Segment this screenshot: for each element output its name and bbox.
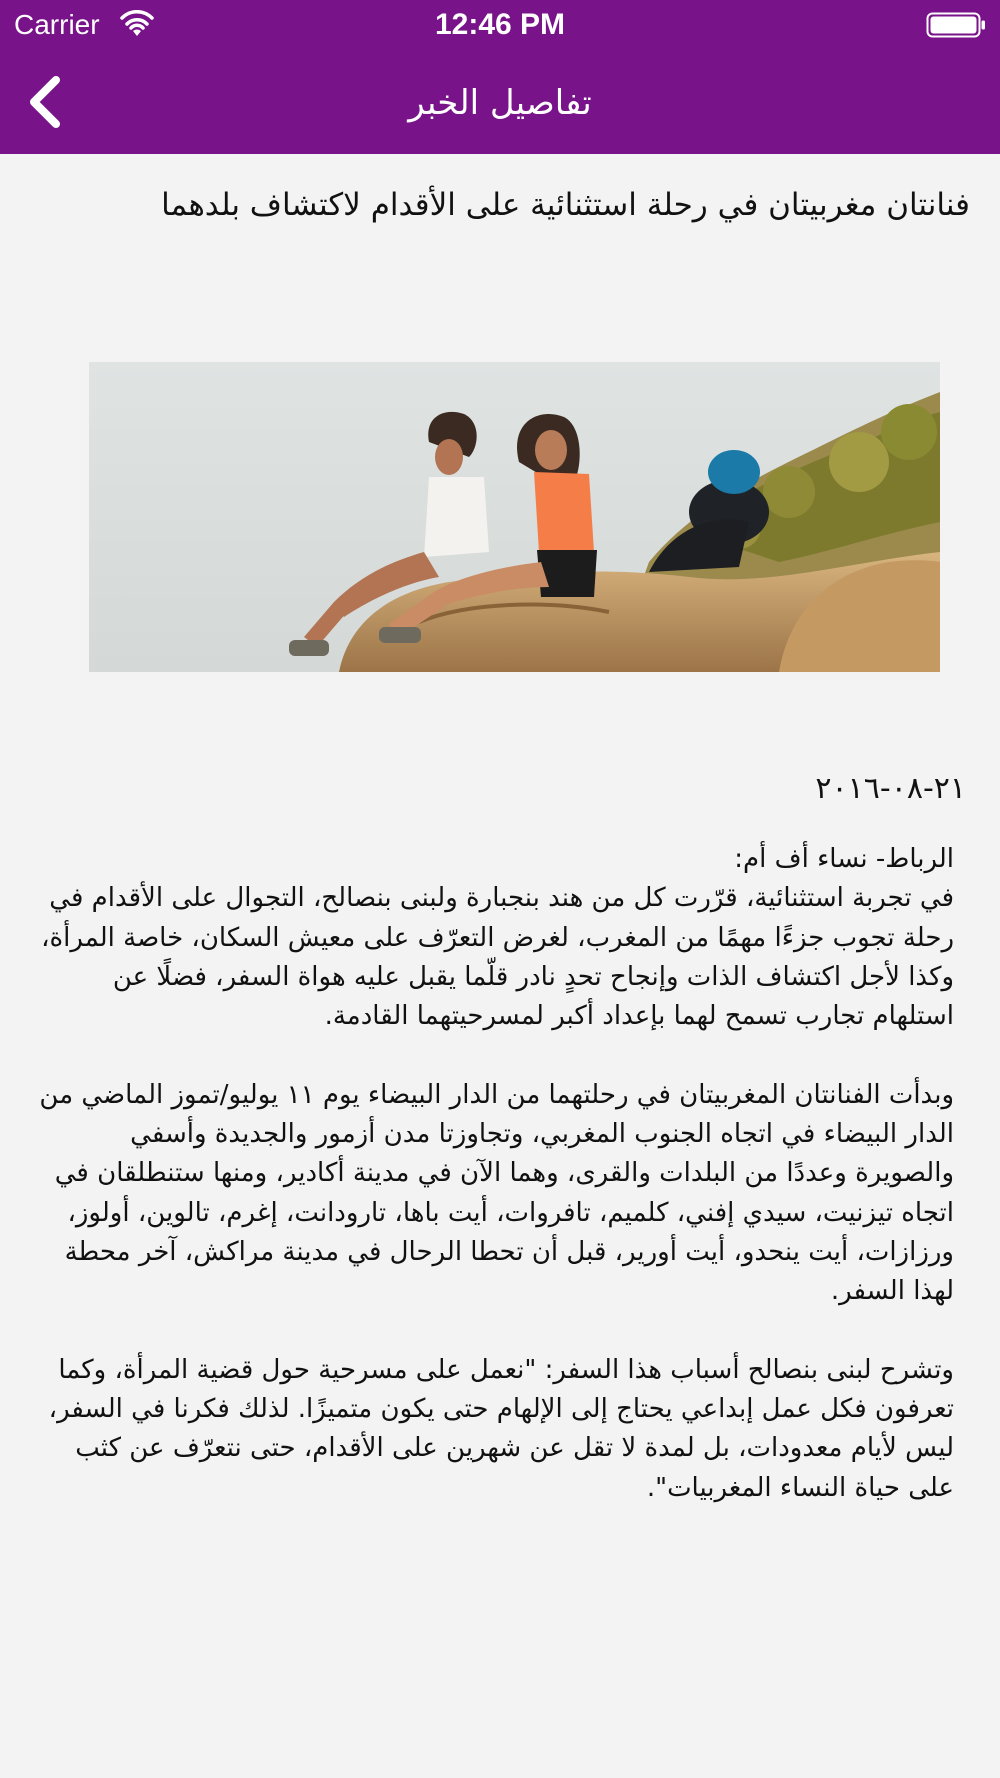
article-date: ٢١-٠٨-٢٠١٦ — [815, 771, 966, 806]
article-image — [89, 362, 940, 672]
article-paragraph: وتشرح لبنى بنصالح أسباب هذا السفر: "نعمل على مسرحية حول قضية المرأة، وكما تعرفون فكل عمل إبداعي يحتاج إلى الإلهام حتى يكون متميزًا. لذلك فكرنا في السفر، ليس لأيام معدودات، بل لمدة لا تقل عن شهرين على الأقدام، حتى نتعرّف عن كثب على حياة النساء المغربيات". — [48, 1354, 954, 1503]
article-body — [30, 840, 954, 1547]
page-title: تفاصيل الخبر — [408, 83, 592, 123]
carrier-label: Carrier — [14, 9, 100, 40]
battery-icon — [926, 12, 986, 38]
article-paragraph: في تجربة استثنائية، قرّرت كل من هند بنجبارة ولبنى بنصالح، التجوال على الأقدام في رحلة تجوب جزءًا مهمًا من المغرب، لغرض التعرّف على معيش السكان، خاصة المرأة، وكذا لأجل اكتشاف الذات وإنجاح تحدٍ نادر قلّما يقبل عليه هواة السفر، فضلًا عن استلهام تجارب تسمح لهما بإعداد أكبر لمسرحيتهما القادمة. — [41, 883, 954, 1032]
top-bar — [0, 0, 1000, 154]
status-bar — [0, 0, 1000, 50]
clock: 12:46 PM — [434, 8, 566, 41]
article-paragraph: وبدأت الفنانتان المغربيتان في رحلتهما من الدار البيضاء يوم ١١ يوليو/تموز الماضي من الدار البيضاء في اتجاه الجنوب المغربي، وتجاوزتا مدن أزمور والجديدة وأسفي والصويرة وعددًا من البلدات والقرى، وهما الآن في مدينة أكادير، ومنها ستنطلقان في اتجاه تيزنيت، سيدي إفني، كلميم، تافروات، أيت باها، تارودانت، إغرم، تالوين، أولوز، ورزازات، أيت ينحدو، أيت أورير، قبل أن تحطا الرحال في مدينة مراكش، آخر محطة لهذا السفر. — [39, 1079, 954, 1307]
article-dateline: الرباط- نساء أف أم: — [734, 844, 954, 874]
article-headline: فنانتان مغربيتان في رحلة استثنائية على الأقدام لاكتشاف بلدهما — [161, 187, 970, 223]
